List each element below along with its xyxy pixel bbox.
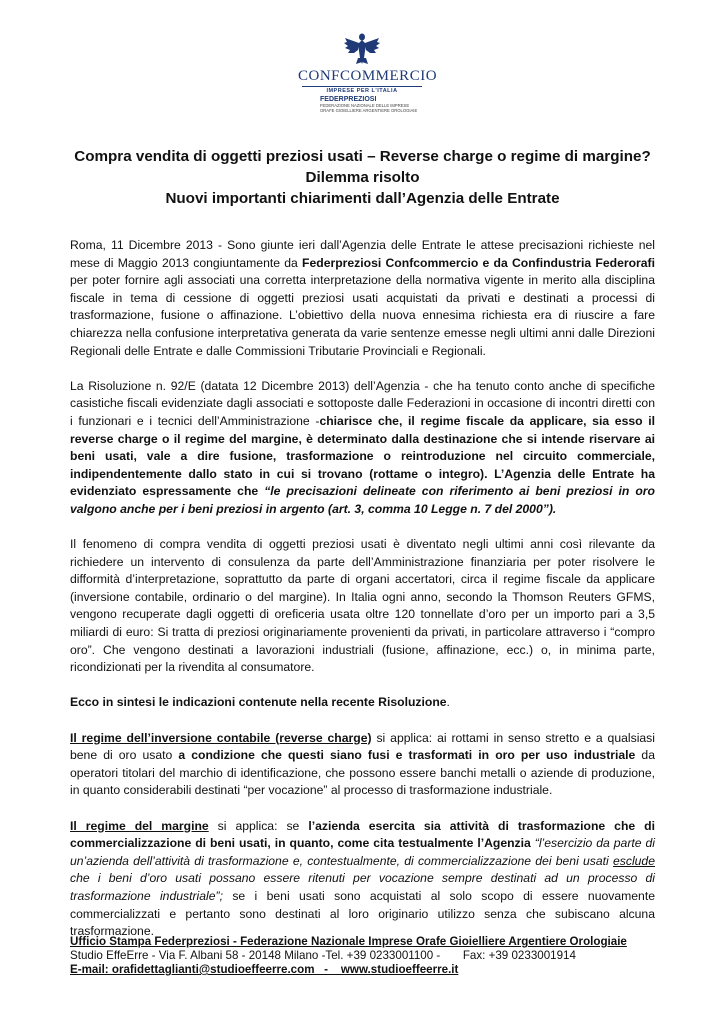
- footer-contact: Studio EffeErre - Via F. Albani 58 - 20148 Milano -Tel. +39 0233001100 - Fax: +39 0233001914: [70, 949, 576, 962]
- text-run: Roma, 11 Dicembre 2013 - Sono giunte ieri dall’Agenzia delle Entrate le attese precisazioni richieste nel mese di Maggio 2013 congiuntamente da: [70, 238, 655, 270]
- title-line-1: Compra vendita di oggetti preziosi usati – Reverse charge o regime di margine?: [74, 148, 651, 165]
- eagle-emblem-icon: [342, 32, 382, 66]
- text-run-italic: “l’esercizio da parte di un’azienda dell’attività di trasformazione e, contestualmente, di commercializzazione dei beni usati: [70, 836, 655, 868]
- text-run-bold-underline: Il regime dell’inversione contabile (reverse charge): [70, 730, 372, 745]
- federation-subtitle-2: ORAFE GIOIELLIERE ARGENTIERE OROLOGIAIE: [320, 108, 418, 113]
- federation-name: FEDERPREZIOSI: [320, 96, 377, 103]
- paragraph-intro: [70, 237, 655, 360]
- text-run-italic-underline: esclude: [612, 853, 655, 868]
- footer-email-website[interactable]: E-mail: orafidettaglianti@studioeffeerre.com - www.studioeffeerre.it: [70, 963, 459, 976]
- text-run: si applica: ai rottami in senso stretto e a qualsiasi bene di oro usato: [70, 730, 655, 763]
- footer-press-office: Ufficio Stampa Federpreziosi - Federazione Nazionale Imprese Orafe Gioielliere Argentiere Orologiaie: [70, 935, 627, 948]
- title-line-3: Nuovi importanti chiarimenti dall’Agenzia delle Entrate: [165, 190, 560, 207]
- text-run-italic: che i beni d’oro usati possano essere ritenuti per vocazione sempre destinati ad un processo di trasformazione industriale”;: [70, 871, 655, 903]
- document-title: [70, 146, 655, 209]
- brand-name: CONFCOMMERCIO: [298, 68, 438, 84]
- text-run: La Risoluzione n. 92/E (datata 12 Dicembre 2013) dell’Agenzia - che ha tenuto conto anche di specifiche casistiche fiscali evidenziate dagli associati e sottoposte dalle Federazioni in occasione di incontri diretti con i funzionari e i tecnici dell’Amministrazione -: [70, 378, 655, 428]
- text-run-bold: l’azienda esercita sia attività di trasformazione che di commercializzazione di beni usati, in quanto, come cita testualmente l’Agenzia: [70, 818, 655, 851]
- brand-tagline: IMPRESE PER L'ITALIA: [302, 86, 422, 94]
- press-office-footer: [70, 935, 660, 977]
- text-run-bold: Federpreziosi Confcommercio e da Confindustria Federorafi: [302, 255, 655, 270]
- confcommercio-logo: [298, 32, 438, 113]
- title-line-2: Dilemma risolto: [305, 169, 420, 186]
- paragraph-resolution: [70, 378, 655, 519]
- text-run: si applica: se: [208, 818, 309, 833]
- text-run-bold-italic: “le precisazioni delineate con riferimento ai beni preziosi in oro valgono anche per i beni preziosi in argento (art. 3, comma 10 Legge n. 7 del 2000”).: [70, 484, 655, 516]
- text-run-bold: chiarisce che, il regime fiscale da applicare, sia esso il reverse charge o il regime del margine, è determinato dalla destinazione che si intende riservare ai beni usati, vale a dire fusione, trasformazione o reintroduzione nel circuito commerciale, indipendentemente dallo stato in cui si trovano (rottame o integro). L’Agenzia delle Entrate ha evidenziato espressamente che: [70, 413, 656, 499]
- document-body: [70, 237, 655, 958]
- text-run: da operatori titolari del marchio di identificazione, che possono essere banchi metalli o aziende di produzione, in quanto considerabili destinati “per vocazione” al processo di trasformazione industriale.: [70, 748, 655, 798]
- paragraph-phenomenon: Il fenomeno di compra vendita di oggetti preziosi usati è diventato negli ultimi anni così rilevante da richiedere un intervento di consulenza da parte dell’Amministrazione finanziaria per poter risolvere le difformità d’interpretazione, soprattutto da parte di organi accertatori, circa il regime fiscale da applicare (inversione contabile, ordinario o del margine). In Italia ogni anno, secondo la Thomson Reuters GFMS, vengono recuperate dagli oggetti di oreficeria usata oltre 120 tonnellate d’oro per un importo pari a 3,5 miliardi di euro: Si tratta di preziosi originariamente provenienti da privati, in particolare attraverso i “compro oro”. Che vengono destinati a lavorazioni industriali (fusione, affinazione, ecc.) o, in minima parte, ricondizionati per la rivendita al consumatore.: [70, 537, 655, 675]
- text-run-bold: Ecco in sintesi le indicazioni contenute nella recente Risoluzione: [70, 695, 447, 710]
- text-run: per poter fornire agli associati una corretta interpretazione della normativa vigente in merito alla disciplina fiscale in tema di cessione di oggetti preziosi usati acquistati da privati e destinati a processi di trasformazione, fusione o affinazione. L’obiettivo della nuova ennesima richiesta era di riuscire a fare chiarezza nella confusione interpretativa generata da varie sentenze emesse negli ultimi anni dalle Direzioni Regionali delle Entrate e dalle Commissioni Tributarie Provinciali e Regionali.: [70, 273, 655, 358]
- paragraph-reverse-charge: [70, 730, 655, 800]
- federation-subtitle-1: FEDERAZIONE NAZIONALE DELLE IMPRESE: [320, 103, 410, 108]
- text-run-bold: a condizione che questi siano fusi e trasformati in oro per uso industriale: [178, 748, 636, 763]
- text-run: .: [446, 695, 450, 710]
- paragraph-margin-regime: [70, 818, 655, 941]
- text-run-bold-underline: Il regime del margine: [70, 818, 209, 833]
- text-run: se i beni usati sono acquistati al solo scopo di essere nuovamente commercializzati e pertanto sono destinati al loro originario utilizzo senza che subiscano alcuna trasformazione.: [70, 888, 655, 939]
- paragraph-summary-intro: [70, 694, 655, 712]
